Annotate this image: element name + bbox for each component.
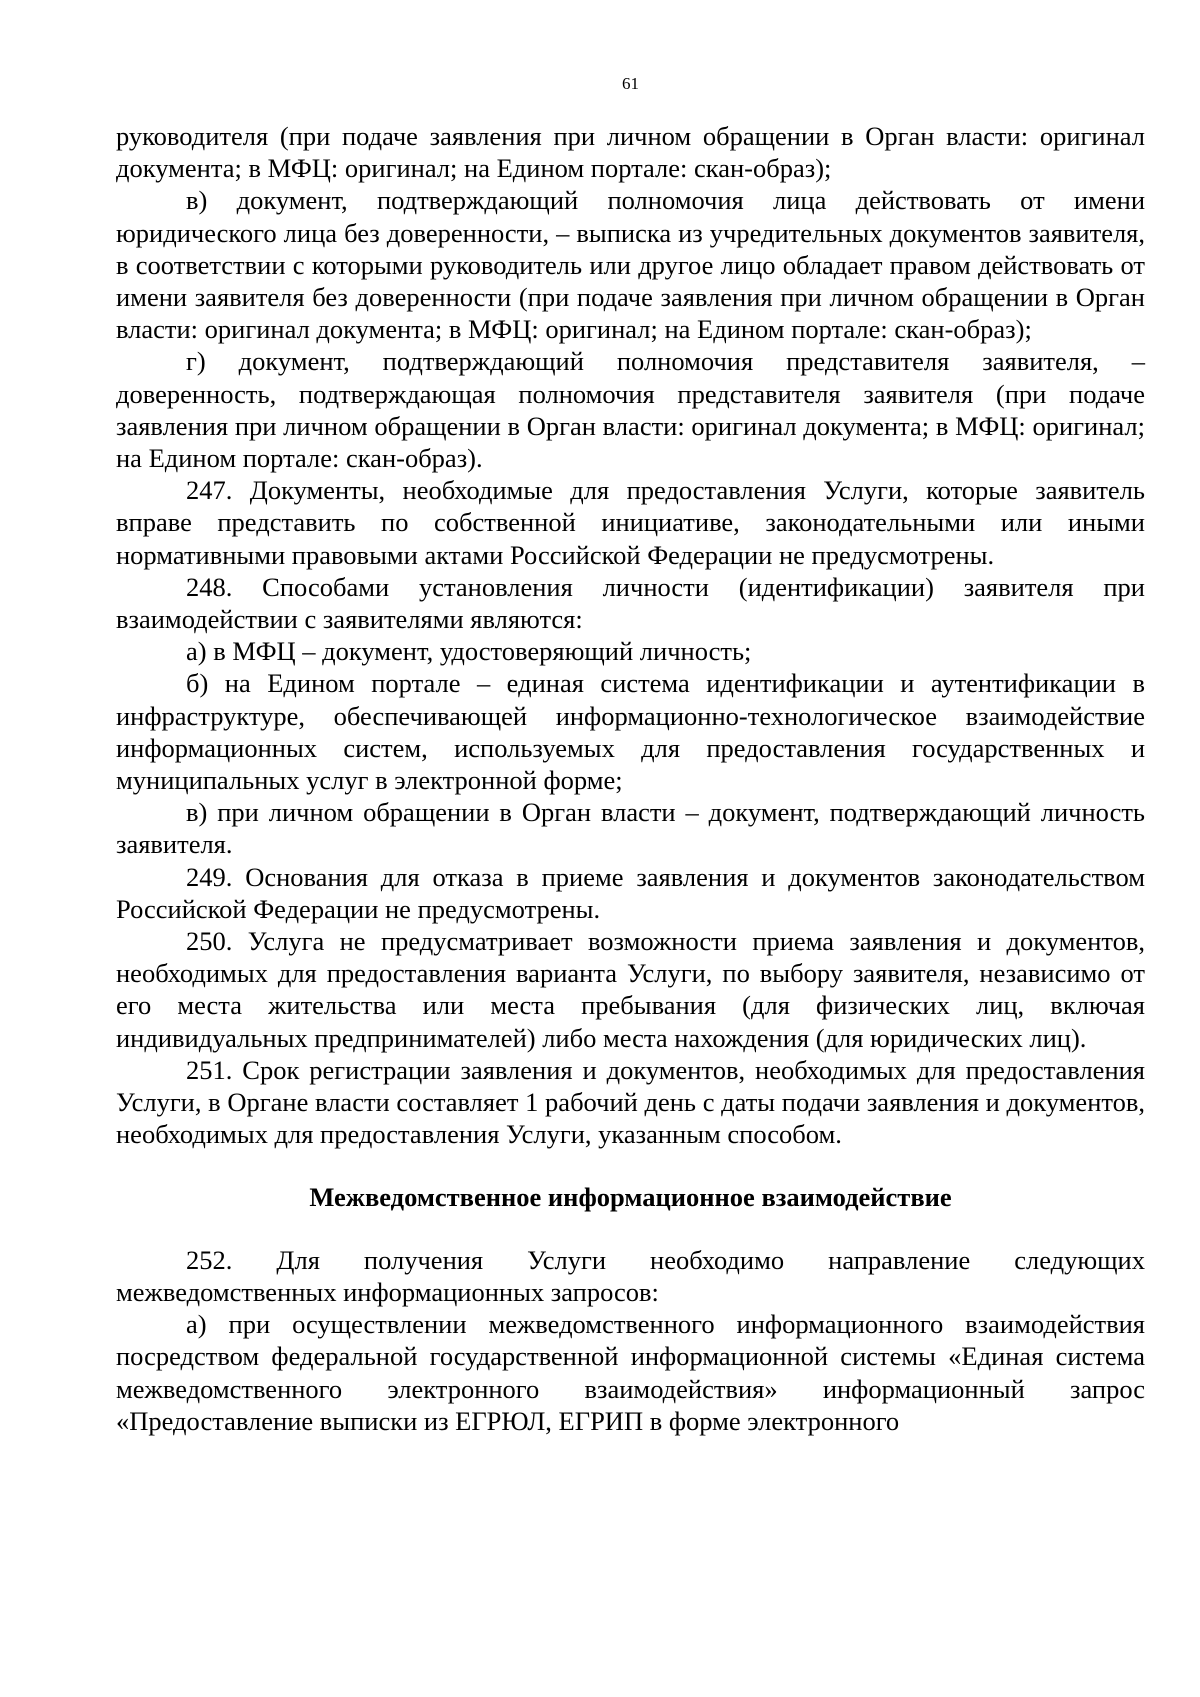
paragraph-248-item-a: а) в МФЦ – документ, удостоверяющий личность;: [186, 636, 752, 667]
paragraph-248-item-v: в) при личном обращении в Орган власти – документ, подтверждающий личность заявителя.: [116, 797, 1145, 860]
paragraph-247: 247. Документы, необходимые для предоставления Услуги, которые заявитель вправе представить по собственной инициативе, законодательными или иными нормативными правовыми актами Российской Федерации не предусмотрены.: [116, 475, 1145, 570]
paragraph-item-v-authority-without-proxy: в) документ, подтверждающий полномочия лица действовать от имени юридического лица без доверенности, – выписка из учредительных документов заявителя, в соответствии с которыми руководитель или другое лицо обладает правом действовать от имени заявителя без доверенности (при подаче заявления при личном обращении в Орган власти: оригинал документа; в МФЦ: оригинал; на Едином портале: скан-образ);: [116, 185, 1145, 345]
paragraph-continuation: руководителя (при подаче заявления при личном обращении в Орган власти: оригинал документа; в МФЦ: оригинал; на Едином портале: скан-образ);: [116, 121, 1145, 184]
paragraph-252: 252. Для получения Услуги необходимо направление следующих межведомственных информационных запросов:: [116, 1244, 1145, 1307]
paragraph-252-item-a: а) при осуществлении межведомственного информационного взаимодействия посредством федеральной государственной информационной системы «Единая система межведомственного электронного взаимодействия» информационный запрос «Предоставление выписки из ЕГРЮЛ, ЕГРИП в форме электронного: [116, 1309, 1145, 1436]
paragraph-251: 251. Срок регистрации заявления и документов, необходимых для предоставления Услуги, в Органе власти составляет 1 рабочий день с даты подачи заявления и документов, необходимых для предоставления Услуги, указанным способом.: [116, 1054, 1145, 1150]
paragraph-item-g-representative-proxy: г) документ, подтверждающий полномочия представителя заявителя, – доверенность, подтверждающая полномочия представителя заявителя (при подаче заявления при личном обращении в Орган власти: оригинал документа; в МФЦ: оригинал; на Едином портале: скан-образ).: [116, 346, 1145, 474]
paragraph-250: 250. Услуга не предусматривает возможности приема заявления и документов, необходимых для предоставления варианта Услуги, по выбору заявителя, независимо от его места жительства или места пребывания (для физических лиц, включая индивидуальных предпринимателей) либо места нахождения (для юридических лиц).: [116, 926, 1145, 1053]
paragraph-249: 249. Основания для отказа в приеме заявления и документов законодательством Российской Федерации не предусмотрены.: [116, 861, 1145, 924]
document-body: [116, 120, 1145, 1437]
section-heading: Межведомственное информационное взаимодействие: [309, 1181, 952, 1212]
page-number: 61: [622, 74, 639, 93]
paragraph-248-item-b: б) на Едином портале – единая система идентификации и аутентификации в инфраструктуре, обеспечивающей информационно-технологическое взаимодействие информационных систем, используемых для предоставления государственных и муниципальных услуг в электронной форме;: [116, 668, 1145, 796]
paragraph-248: 248. Способами установления личности (идентификации) заявителя при взаимодействии с заявителями являются:: [116, 571, 1145, 635]
